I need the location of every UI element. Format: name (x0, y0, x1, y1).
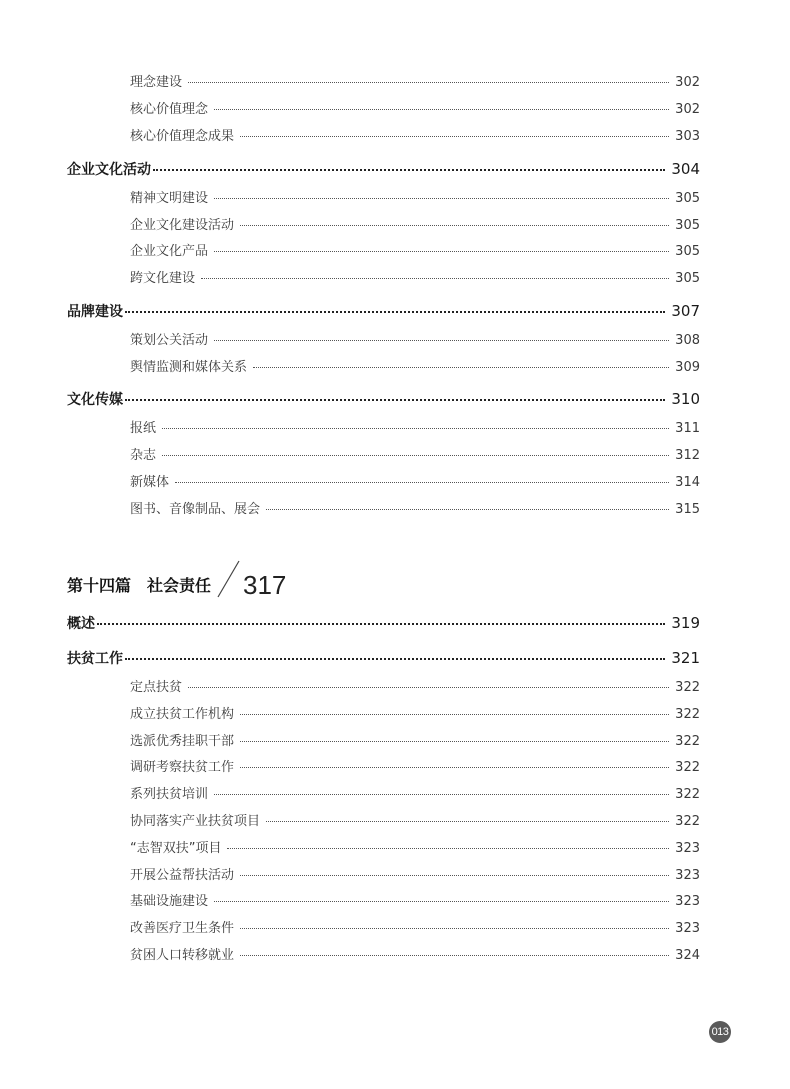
toc-entry-page: 305 (675, 218, 700, 233)
toc-entry[interactable] (130, 329, 700, 348)
toc-entry[interactable] (130, 356, 700, 375)
toc-section-page: 319 (671, 614, 700, 632)
toc-entry[interactable] (130, 864, 700, 883)
toc-entry[interactable] (130, 837, 700, 856)
toc-section-label: 文化传媒 (67, 392, 123, 408)
toc-entry[interactable] (130, 71, 700, 90)
toc-entry-label: 报纸 (130, 421, 157, 436)
toc-entry[interactable] (130, 810, 700, 829)
toc-entry-page: 322 (675, 707, 700, 722)
toc-section[interactable] (67, 648, 700, 668)
toc-section-page: 321 (671, 649, 700, 667)
toc-entry-page: 305 (675, 191, 700, 206)
toc-entry[interactable] (130, 267, 700, 286)
toc-entry[interactable] (130, 756, 700, 775)
toc-section-page: 310 (671, 390, 700, 408)
toc-entry-label: 理念建设 (130, 75, 183, 90)
dot-leader (214, 109, 669, 110)
dot-leader (240, 875, 669, 876)
toc-entry-label: 核心价值理念 (130, 102, 209, 117)
toc-entry[interactable] (130, 890, 700, 909)
dot-leader (240, 741, 669, 742)
toc-section-page: 307 (671, 302, 700, 320)
dot-leader (240, 714, 669, 715)
toc-entry-page: 322 (675, 787, 700, 802)
toc-entry[interactable] (130, 783, 700, 802)
page-number-badge: 013 (709, 1021, 731, 1043)
toc-entry-page: 308 (675, 333, 700, 348)
toc-entry-page: 312 (675, 448, 700, 463)
dot-leader (201, 278, 669, 279)
dot-leader (188, 82, 669, 83)
toc-entry-page: 324 (675, 948, 700, 963)
dot-leader (162, 455, 669, 456)
toc-entry-label: 调研考察扶贫工作 (130, 760, 235, 775)
toc-entry[interactable] (130, 498, 700, 517)
dot-leader (214, 198, 669, 199)
toc-entry-label: 杂志 (130, 448, 157, 463)
toc-entry-label: 舆情监测和媒体关系 (130, 360, 248, 375)
toc-entry-label: 贫困人口转移就业 (130, 948, 235, 963)
toc-entry[interactable] (130, 417, 700, 436)
toc-entry[interactable] (130, 214, 700, 233)
dot-leader (214, 340, 669, 341)
dot-leader (97, 623, 665, 625)
toc-entry[interactable] (130, 917, 700, 936)
dot-leader (240, 767, 669, 768)
toc-section[interactable] (67, 613, 700, 633)
toc-entry-label: 新媒体 (130, 475, 170, 490)
dot-leader (214, 901, 669, 902)
toc-entry[interactable] (130, 98, 700, 117)
dot-leader (175, 482, 669, 483)
toc-entry-label: 策划公关活动 (130, 333, 209, 348)
dot-leader (125, 399, 665, 401)
dot-leader (240, 955, 669, 956)
dot-leader (214, 251, 669, 252)
toc-section-label: 扶贫工作 (67, 651, 123, 667)
dot-leader (227, 848, 669, 849)
dot-leader (214, 794, 669, 795)
toc-entry[interactable] (130, 240, 700, 259)
part-heading[interactable] (67, 560, 286, 598)
toc-entry-page: 305 (675, 271, 700, 286)
toc-entry-label: 跨文化建设 (130, 271, 196, 286)
dot-leader (266, 821, 669, 822)
toc-entry-page: 302 (675, 102, 700, 117)
toc-section[interactable] (67, 159, 700, 179)
toc-entry-page: 311 (675, 421, 700, 436)
toc-entry-label: 核心价值理念成果 (130, 129, 235, 144)
toc-entry[interactable] (130, 703, 700, 722)
toc-entry[interactable] (130, 471, 700, 490)
toc-entry[interactable] (130, 944, 700, 963)
toc-entry-page: 315 (675, 502, 700, 517)
toc-entry-page: 305 (675, 244, 700, 259)
part-page-number: 317 (243, 570, 287, 600)
toc-entry[interactable] (130, 730, 700, 749)
slash-divider (215, 560, 241, 598)
toc-entry-label: 图书、音像制品、展会 (130, 502, 261, 517)
toc-section-label: 企业文化活动 (67, 162, 151, 178)
toc-entry-page: 323 (675, 841, 700, 856)
toc-entry[interactable] (130, 125, 700, 144)
toc-entry-page: 309 (675, 360, 700, 375)
dot-leader (240, 928, 669, 929)
toc-entry-label: 改善医疗卫生条件 (130, 921, 235, 936)
toc-entry-page: 322 (675, 760, 700, 775)
toc-entry-page: 322 (675, 734, 700, 749)
toc-section[interactable] (67, 389, 700, 409)
toc-entry-page: 322 (675, 814, 700, 829)
toc-entry-label: 企业文化建设活动 (130, 218, 235, 233)
dot-leader (153, 169, 665, 171)
toc-entry-label: 企业文化产品 (130, 244, 209, 259)
toc-entry-label: 协同落实产业扶贫项目 (130, 814, 261, 829)
toc-entry-label: 定点扶贫 (130, 680, 183, 695)
toc-entry[interactable] (130, 444, 700, 463)
toc-entry-label: 开展公益帮扶活动 (130, 868, 235, 883)
toc-entry-label: 精神文明建设 (130, 191, 209, 206)
dot-leader (240, 225, 669, 226)
dot-leader (162, 428, 669, 429)
toc-entry-label: 成立扶贫工作机构 (130, 707, 235, 722)
dot-leader (125, 311, 665, 313)
toc-section[interactable] (67, 301, 700, 321)
toc-entry[interactable] (130, 676, 700, 695)
toc-entry-page: 322 (675, 680, 700, 695)
toc-entry[interactable] (130, 187, 700, 206)
toc-entry-page: 302 (675, 75, 700, 90)
dot-leader (240, 136, 669, 137)
toc-entry-page: 303 (675, 129, 700, 144)
toc-entry-label: “志智双扶”项目 (130, 841, 222, 856)
toc-entry-label: 基础设施建设 (130, 894, 209, 909)
dot-leader (253, 367, 669, 368)
dot-leader (266, 509, 669, 510)
toc-section-page: 304 (671, 160, 700, 178)
toc-entry-page: 323 (675, 921, 700, 936)
dot-leader (125, 658, 665, 660)
toc-entry-page: 314 (675, 475, 700, 490)
toc-section-label: 概述 (67, 616, 95, 632)
toc-section-label: 品牌建设 (67, 304, 123, 320)
toc-entry-page: 323 (675, 868, 700, 883)
part-title: 第十四篇 社会责任 (67, 576, 212, 595)
toc-entry-label: 选派优秀挂职干部 (130, 734, 235, 749)
dot-leader (188, 687, 669, 688)
toc-entry-label: 系列扶贫培训 (130, 787, 209, 802)
toc-entry-page: 323 (675, 894, 700, 909)
